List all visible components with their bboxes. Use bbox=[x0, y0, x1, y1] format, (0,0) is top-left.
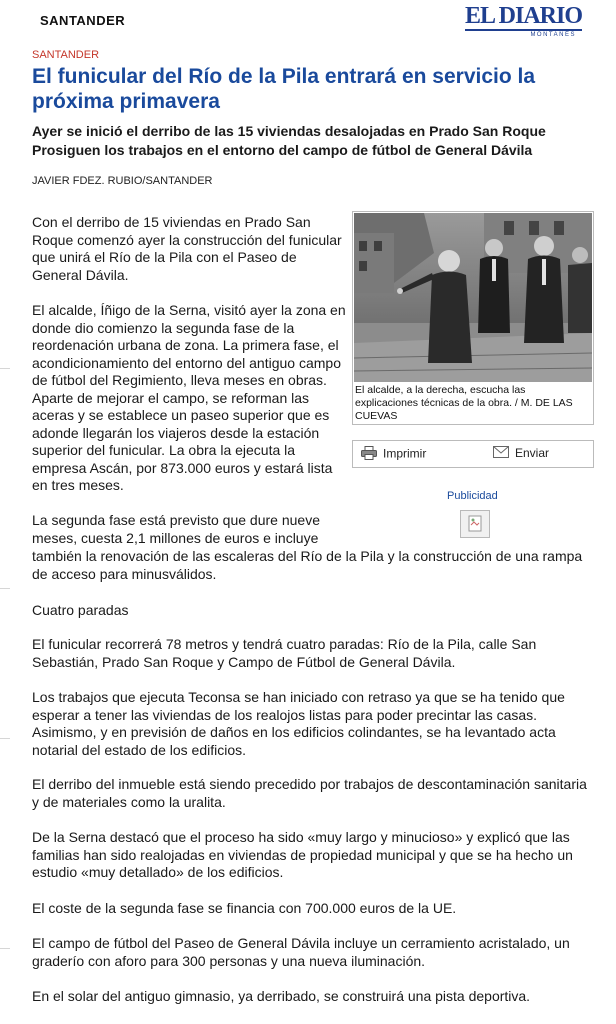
photo-illustration bbox=[354, 213, 592, 382]
advertising-label: Publicidad bbox=[447, 490, 498, 502]
body-paragraph: De la Serna destacó que el proceso ha sido «muy largo y minucioso» y explicó que las familias han sido realojadas en viviendas de propiedad municipal y que se ha hecho un estudio «muy detallado» de los edificios. bbox=[32, 829, 573, 880]
article-kicker: SANTANDER bbox=[32, 49, 100, 61]
left-edge-marker bbox=[0, 588, 10, 589]
body-paragraph: El alcalde, Íñigo de la Serna, visitó ayer la zona en donde dio comienzo la segunda fase de la reordenación urbana de zona. La primera fase, el acondicionamiento del entorno del antiguo campo de fútbol del Regimiento, lleva meses en obras. Aparte de mejorar el campo, se reforman las aceras y se establece un paseo superior que es adonde llegarán los viajeros desde la estación superior del funicular. La obra la ejecuta la empresa Ascán, por 873.000 euros y estará lista en tres meses. bbox=[32, 302, 346, 493]
logo-subtitle: MONTAÑÉS bbox=[530, 32, 576, 38]
body-paragraph: Con el derribo de 15 viviendas en Prado San Roque comenzó ayer la construcción del funicular que unirá el Río de la Pila con el Paseo de General Dávila. bbox=[32, 214, 342, 283]
article-byline: JAVIER FDEZ. RUBIO/SANTANDER bbox=[32, 175, 213, 187]
body-paragraph: El funicular recorrerá 78 metros y tendrá cuatro paradas: Río de la Pila, calle San Sebastián, Prado San Roque y Campo de Fútbol de General Dávila. bbox=[32, 636, 537, 670]
send-label: Enviar bbox=[515, 446, 550, 460]
masthead bbox=[0, 0, 616, 42]
article-tools bbox=[352, 440, 594, 468]
article-title: El funicular del Río de la Pila entrará en servicio la próxima primavera bbox=[32, 65, 536, 113]
left-edge-marker bbox=[0, 738, 10, 739]
body-paragraph: El campo de fútbol del Paseo de General Dávila incluye un cerramiento acristalado, un graderío con aforo para 300 personas y una nueva iluminación. bbox=[32, 935, 570, 969]
envelope-icon bbox=[493, 446, 509, 461]
body-paragraph: En el solar del antiguo gimnasio, ya derribado, se construirá una pista deportiva. bbox=[32, 988, 531, 1004]
section-name: SANTANDER bbox=[40, 13, 126, 28]
section-subheading: Cuatro paradas bbox=[32, 602, 129, 618]
send-button[interactable] bbox=[493, 446, 549, 461]
body-paragraph: Los trabajos que ejecuta Teconsa se han iniciado con retraso ya que se ha tenido que esperar a tener las viviendas de los realojos listas para poder precintar las casas. Asimismo, y en previsión de daños en los edificios colindantes, se ha levantado acta notarial del estado de los edificios. bbox=[32, 689, 565, 758]
body-paragraph: La segunda fase está previsto que dure nueve meses, cuesta 2,1 millones de euros e incluye bbox=[32, 512, 320, 546]
logo-wordmark: EL DIARIO bbox=[464, 3, 582, 29]
left-edge-marker bbox=[0, 368, 10, 369]
article-photo[interactable] bbox=[354, 213, 592, 382]
print-button[interactable] bbox=[361, 446, 426, 463]
broken-image-icon[interactable] bbox=[460, 510, 490, 538]
body-paragraph: El coste de la segunda fase se financia con 700.000 euros de la UE. bbox=[32, 900, 457, 916]
article-subtitle: Ayer se inició el derribo de las 15 viviendas desalojadas en Prado San Roque Prosiguen los trabajos en el entorno del campo de fútbol de General Dávila bbox=[32, 123, 546, 158]
print-label: Imprimir bbox=[383, 446, 427, 461]
photo-box bbox=[352, 211, 594, 425]
body-paragraph: El derribo del inmueble está siendo precedido por trabajos de descontaminación sanitaria y de materiales como la uralita. bbox=[32, 776, 587, 810]
photo-caption: El alcalde, a la derecha, escucha las explicaciones técnicas de la obra. / M. DE LAS CUEVAS bbox=[355, 384, 573, 422]
body-paragraph: también la renovación de las escaleras del Río de la Pila y la construcción de una rampa de acceso para minusválidos. bbox=[32, 548, 583, 582]
printer-icon bbox=[361, 446, 377, 463]
newspaper-logo[interactable] bbox=[464, 3, 582, 38]
left-edge-marker bbox=[0, 948, 10, 949]
